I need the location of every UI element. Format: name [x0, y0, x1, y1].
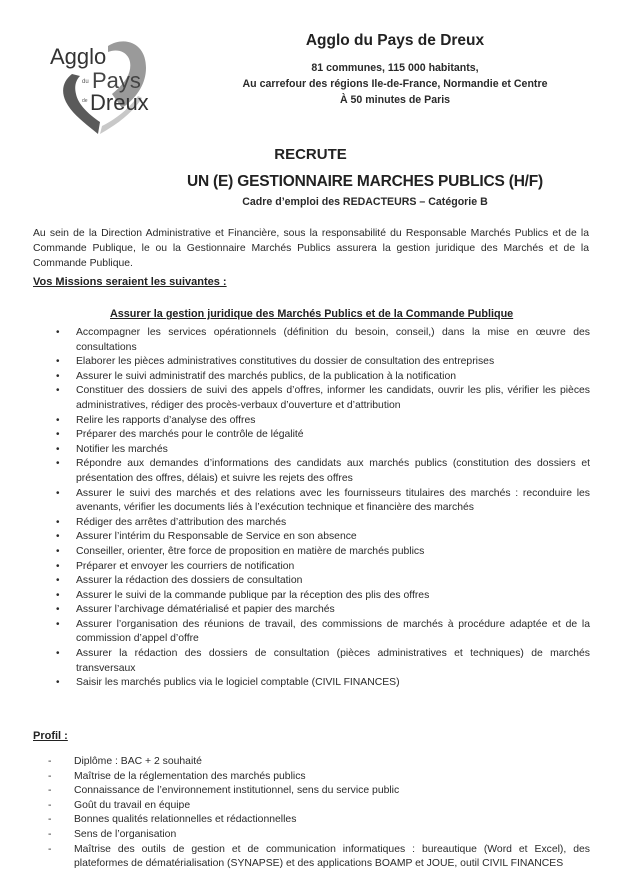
dash-icon: - [48, 814, 52, 826]
org-info-line: Au carrefour des régions Ile-de-France, Normandie et Centre [242, 78, 548, 90]
bullet-icon: • [56, 648, 60, 660]
profile-item [48, 813, 590, 828]
mission-item [56, 516, 590, 531]
bullet-icon: • [56, 604, 60, 616]
dash-icon: - [48, 799, 52, 811]
dash-icon: - [48, 843, 52, 855]
bullet-icon: • [56, 618, 60, 630]
org-info-line: 81 communes, 115 000 habitants, [311, 62, 479, 74]
mission-item [56, 384, 590, 413]
missions-subheading: Assurer la gestion juridique des Marchés Publics et de la Commande Publique [110, 308, 514, 320]
mission-text: Assurer l’archivage dématérialisé et papier des marchés [76, 604, 335, 616]
mission-item [56, 443, 590, 458]
mission-item [56, 326, 590, 355]
bullet-icon: • [56, 458, 60, 470]
mission-text: Rédiger des arrêtes d’attribution des marchés [76, 516, 287, 528]
profile-text: Connaissance de l’environnement institutionnel, sens du service public [74, 785, 400, 797]
mission-item [56, 370, 590, 385]
mission-item [56, 428, 590, 443]
mission-text: Assurer le suivi de la commande publique par la réception des plis des offres [76, 589, 430, 601]
mission-item [56, 414, 590, 429]
mission-text: Assurer le suivi administratif des marchés publics, de la publication à la notification [76, 370, 457, 382]
bullet-icon: • [56, 356, 60, 368]
bullet-icon: • [56, 531, 60, 543]
dash-icon: - [48, 756, 52, 767]
profile-item [48, 755, 590, 770]
bullet-icon: • [56, 370, 60, 382]
dash-icon: - [48, 770, 52, 782]
mission-text: Préparer des marchés pour le contrôle de légalité [76, 429, 304, 441]
recrute-heading: RECRUTE [274, 146, 347, 163]
bullet-icon: • [56, 560, 60, 572]
profile-text: Maîtrise de la réglementation des marchés publics [74, 770, 306, 782]
missions-heading: Vos Missions seraient les suivantes : [33, 276, 227, 288]
bullet-icon: • [56, 327, 60, 338]
mission-text: Assurer la rédaction des dossiers de consultation [76, 575, 303, 587]
mission-item [56, 545, 590, 560]
heart-logo-graphic [42, 34, 154, 138]
bullet-icon: • [56, 414, 60, 426]
bullet-icon: • [56, 545, 60, 557]
missions-list [56, 326, 590, 691]
mission-text: Constituer des dossiers de suivi des appels d’offres, informer les candidats, ouvrir les plis, vérifier les pièces administratives, rédiger des procès-verbaux d’ouverture et d’attribution [76, 385, 590, 411]
profile-list [48, 755, 590, 872]
job-title: UN (E) GESTIONNAIRE MARCHES PUBLICS (H/F) [186, 173, 544, 190]
dash-icon: - [48, 785, 52, 797]
mission-text: Saisir les marchés publics via le logiciel comptable (CIVIL FINANCES) [76, 677, 400, 689]
profile-text: Bonnes qualités relationnelles et rédactionnelles [74, 814, 297, 826]
job-subtitle: Cadre d’emploi des REDACTEURS – Catégorie B [242, 196, 488, 208]
bullet-icon: • [56, 443, 60, 455]
profile-text: Maîtrise des outils de gestion et de communication informatiques : bureautique (Word et Excel), des plateformes de dématérialisation (SYNAPSE) et des applications BOAMP et JOUE, outil CIVIL FINANCES [74, 843, 590, 870]
logo-text-agglo: Agglo [50, 44, 107, 69]
profile-item [48, 799, 590, 814]
bullet-icon: • [56, 487, 60, 499]
profile-item [48, 828, 590, 843]
mission-text: Répondre aux demandes d’informations des candidats aux marchés publics (constitution des dossiers et présentation des offres, délais) et suivre les rejets des offres [76, 458, 590, 484]
org-header [200, 32, 590, 108]
intro-paragraph: Au sein de la Direction Administrative et Financière, sous la responsabilité du Responsable Marchés Publics et de la Commande Publique, le ou la Gestionnaire Marchés Publics assurera la gestion juridique des Marchés et de la Commande Publique. [33, 228, 589, 269]
profile-item [48, 843, 590, 872]
org-name: Agglo du Pays de Dreux [305, 32, 485, 49]
mission-item [56, 589, 590, 604]
mission-item [56, 618, 590, 647]
mission-text: Assurer le suivi des marchés et des relations avec les fournisseurs titulaires des marchés : reconduire les avenants, vérifier les documents liés à l’exécution technique et financière des marchés [76, 487, 590, 514]
logo-text-pays: Pays [92, 68, 141, 93]
profile-text: Sens de l’organisation [74, 828, 177, 840]
mission-item [56, 574, 590, 589]
profile-item [48, 784, 590, 799]
mission-text: Notifier les marchés [76, 443, 168, 455]
mission-item [56, 355, 590, 370]
mission-text: Elaborer les pièces administratives constitutives du dossier de consultation des entreprises [76, 356, 495, 368]
mission-item [56, 676, 590, 691]
agglo-logo [42, 34, 154, 138]
bullet-icon: • [56, 677, 60, 689]
profile-heading: Profil : [33, 730, 68, 742]
profile-text: Diplôme : BAC + 2 souhaité [74, 756, 202, 767]
mission-text: Assurer l’intérim du Responsable de Service en son absence [76, 531, 357, 543]
mission-text: Assurer la rédaction des dossiers de consultation (pièces administratives et techniques) de marchés transversaux [76, 648, 590, 674]
mission-text: Relire les rapports d’analyse des offres [76, 414, 256, 426]
dash-icon: - [48, 828, 52, 840]
org-info-line: À 50 minutes de Paris [339, 94, 451, 106]
profile-item [48, 770, 590, 785]
mission-item [56, 647, 590, 676]
profile-text: Goût du travail en équipe [74, 799, 191, 811]
mission-item [56, 603, 590, 618]
bullet-icon: • [56, 589, 60, 601]
mission-item [56, 530, 590, 545]
logo-text-dreux: Dreux [90, 90, 149, 115]
bullet-icon: • [56, 575, 60, 587]
mission-item [56, 560, 590, 575]
mission-text: Préparer et envoyer les courriers de notification [76, 560, 295, 572]
mission-text: Accompagner les services opérationnels (définition du besoin, conseil,) dans la mise en œuvre des consultations [76, 327, 590, 353]
mission-text: Conseiller, orienter, être force de proposition en matière de marchés publics [76, 545, 425, 557]
bullet-icon: • [56, 385, 60, 397]
mission-item [56, 457, 590, 486]
bullet-icon: • [56, 429, 60, 441]
mission-text: Assurer l’organisation des réunions de travail, des commissions de marchés à procédure adaptée et de la commission d’appel d’offre [76, 618, 590, 645]
logo-text-de: de [82, 98, 88, 104]
logo-text-du: du [82, 79, 89, 85]
mission-item [56, 487, 590, 516]
bullet-icon: • [56, 516, 60, 528]
